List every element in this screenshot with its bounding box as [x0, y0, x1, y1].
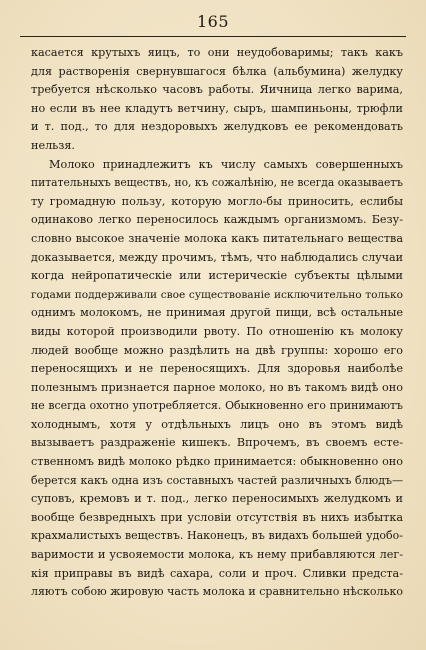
text-line: нельзя. — [31, 138, 75, 152]
text-line: требуется нѣсколько часовъ работы. Яичница легко варима, — [31, 83, 403, 97]
text-line: варимости и усвояемости молока, къ нему прибавляются лег- — [31, 548, 403, 562]
header-rule — [20, 36, 406, 37]
text-line: питательныхъ веществъ, но, къ сожалѣнію, не всегда оказываетъ — [31, 176, 403, 190]
text-line: касается крутыхъ яицъ, то они неудобоваримы; такъ какъ — [31, 46, 403, 59]
text-line: берется какъ одна изъ составныхъ частей различныхъ блюдъ— — [31, 473, 403, 487]
text-line: переносящихъ и не переносящихъ. Для здоровья наиболѣе — [31, 362, 403, 376]
text-line: вообще безвредныхъ при условіи отсутствія въ нихъ избытка — [31, 510, 403, 524]
text-line: когда нейропатическіе или истерическіе субъекты цѣлыми — [31, 269, 403, 283]
text-line: вызываетъ раздраженіе кишекъ. Впрочемъ, въ своемъ есте- — [31, 436, 403, 450]
text-line: ляютъ собою жировую часть молока и сравнительно нѣсколько — [31, 585, 403, 599]
page-number: 165 — [196, 12, 230, 31]
body-text — [31, 44, 403, 602]
text-line: виды которой производили рвоту. По отношенію къ молоку — [31, 324, 403, 338]
text-line: и т. под., то для нездоровыхъ желудковъ ее рекомендовать — [31, 120, 403, 134]
text-line: людей вообще можно раздѣлить на двѣ группы: хорошо его — [31, 343, 403, 357]
text-line: крахмалистыхъ веществъ. Наконецъ, въ видахъ большей удобо- — [31, 529, 403, 543]
text-line: холоднымъ, хотя у отдѣльныхъ лицъ оно въ этомъ видѣ — [31, 417, 403, 431]
text-line: полезнымъ признается парное молоко, но въ такомъ видѣ оно — [31, 380, 403, 394]
text-line: однимъ молокомъ, не принимая другой пищи, всѣ остальные — [31, 306, 403, 320]
text-line: суповъ, кремовъ и т. под., легко переносимыхъ желудкомъ и — [31, 492, 403, 506]
paragraph-first-line: Молоко принадлежитъ къ числу самыхъ совершенныхъ — [49, 157, 403, 171]
text-line: ственномъ видѣ молоко рѣдко принимается: обыкновенно оно — [31, 455, 403, 469]
text-line: годами поддерживали свое существованіе исключительно только — [31, 288, 403, 301]
text-line: для растворенія свернувшагося бѣлка (альбумина) желудку — [31, 64, 403, 78]
text-line: одинаково легко переносилось каждымъ организмомъ. Безу- — [31, 213, 403, 227]
text-line: не всегда охотно употребляется. Обыкновенно его принимаютъ — [31, 399, 403, 413]
text-line: кія приправы въ видѣ сахара, соли и проч. Сливки предста- — [31, 566, 403, 580]
text-line: словно высокое значеніе молока какъ питательнаго вещества — [31, 231, 403, 245]
text-line: ту громадную пользу, которую могло-бы приносить, еслибы — [31, 194, 403, 208]
text-line: но если въ нее кладутъ ветчину, сыръ, шампиньоны, трюфли — [31, 101, 403, 115]
text-line: доказывается, между прочимъ, тѣмъ, что наблюдались случаи — [31, 250, 403, 264]
